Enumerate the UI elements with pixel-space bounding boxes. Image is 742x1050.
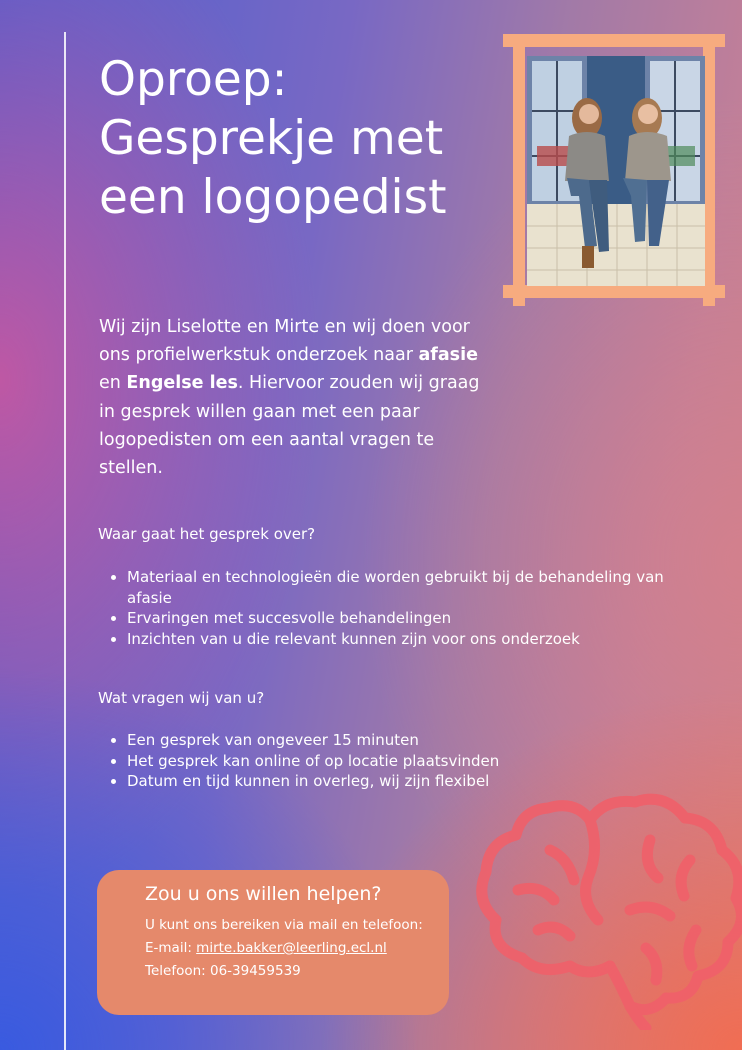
photo-illustration [527, 56, 705, 286]
bullet-dot [111, 738, 116, 743]
intro-paragraph [99, 313, 499, 482]
bullet-dot [111, 759, 116, 764]
section-1-heading: Waar gaat het gesprek over? [98, 525, 316, 543]
contact-box [97, 870, 449, 1015]
bullet-dot [111, 575, 116, 580]
intro-bold-afasie: afasie [418, 345, 478, 366]
list-item-text: Ervaringen met succesvolle behandelingen [127, 609, 452, 627]
contact-heading: Zou u ons willen helpen? [145, 883, 382, 905]
list-item [110, 629, 710, 650]
bullet-dot [111, 616, 116, 621]
list-item-text: Datum en tijd kunnen in overleg, wij zijn flexibel [127, 772, 490, 790]
title-line-1: Oproep: [99, 52, 288, 107]
title-line-3: een logopedist [99, 170, 447, 225]
section-2-heading: Wat vragen wij van u? [98, 689, 265, 707]
email-link[interactable]: mirte.bakker@leerling.ecl.nl [196, 940, 387, 956]
vertical-divider-line [64, 32, 66, 1050]
list-item-text: Inzichten van u die relevant kunnen zijn voor ons onderzoek [127, 629, 580, 648]
intro-bold-engelse-les: Engelse les [126, 373, 238, 394]
contact-intro: U kunt ons bereiken via mail en telefoon: [145, 917, 423, 933]
brain-icon [470, 780, 742, 1030]
intro-text-after: . Hiervoor zouden wij graag in gesprek willen gaan met een paar logopedisten om een aantal vragen te stellen. [99, 373, 480, 479]
list-item-text: Een gesprek van ongeveer 15 minuten [127, 731, 419, 749]
contact-body [145, 914, 435, 983]
title-line-2: Gesprekje met [99, 111, 444, 166]
section-1-list [110, 567, 710, 649]
list-item-text: Het gesprek kan online of op locatie plaatsvinden [127, 751, 500, 770]
email-label: E-mail: [145, 940, 197, 956]
list-item [110, 567, 710, 608]
contact-email-line [145, 937, 435, 960]
photo [527, 56, 705, 286]
page-title [99, 50, 499, 227]
bullet-dot [111, 637, 116, 642]
intro-text-before: Wij zijn Liselotte en Mirte en wij doen voor ons profielwerkstuk onderzoek naar [99, 317, 470, 366]
intro-text-mid: en [99, 373, 127, 394]
bullet-dot [111, 779, 116, 784]
list-item [110, 751, 710, 772]
list-item [110, 730, 710, 751]
contact-phone: Telefoon: 06-39459539 [145, 963, 301, 979]
list-item-text: Materiaal en technologieën die worden gebruikt bij de behandeling van afasie [127, 568, 664, 607]
list-item [110, 608, 710, 629]
